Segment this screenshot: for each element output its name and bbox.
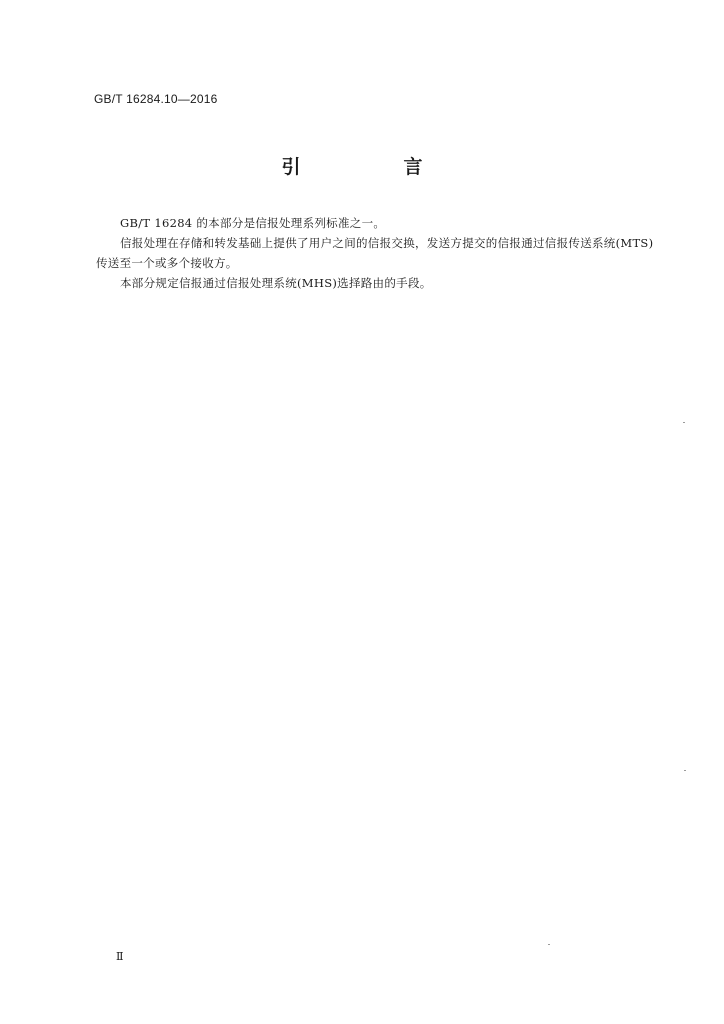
paragraph-3: 本部分规定信报通过信报处理系统(MHS)选择路由的手段。 <box>120 276 432 290</box>
scan-speck <box>684 770 686 771</box>
page-number: Ⅱ <box>116 950 124 963</box>
scan-speck <box>548 944 550 945</box>
body-text <box>96 213 658 293</box>
standard-code: GB/T 16284.10—2016 <box>94 92 218 106</box>
scan-speck <box>683 422 685 423</box>
paragraph-2: 信报处理在存储和转发基础上提供了用户之间的信报交换，发送方提交的信报通过信报传送系统(MTS)传送至一个或多个接收方。 <box>96 236 654 270</box>
paragraph-1: GB/T 16284 的本部分是信报处理系列标准之一。 <box>120 216 386 230</box>
page-title: 引 言 <box>281 156 465 178</box>
